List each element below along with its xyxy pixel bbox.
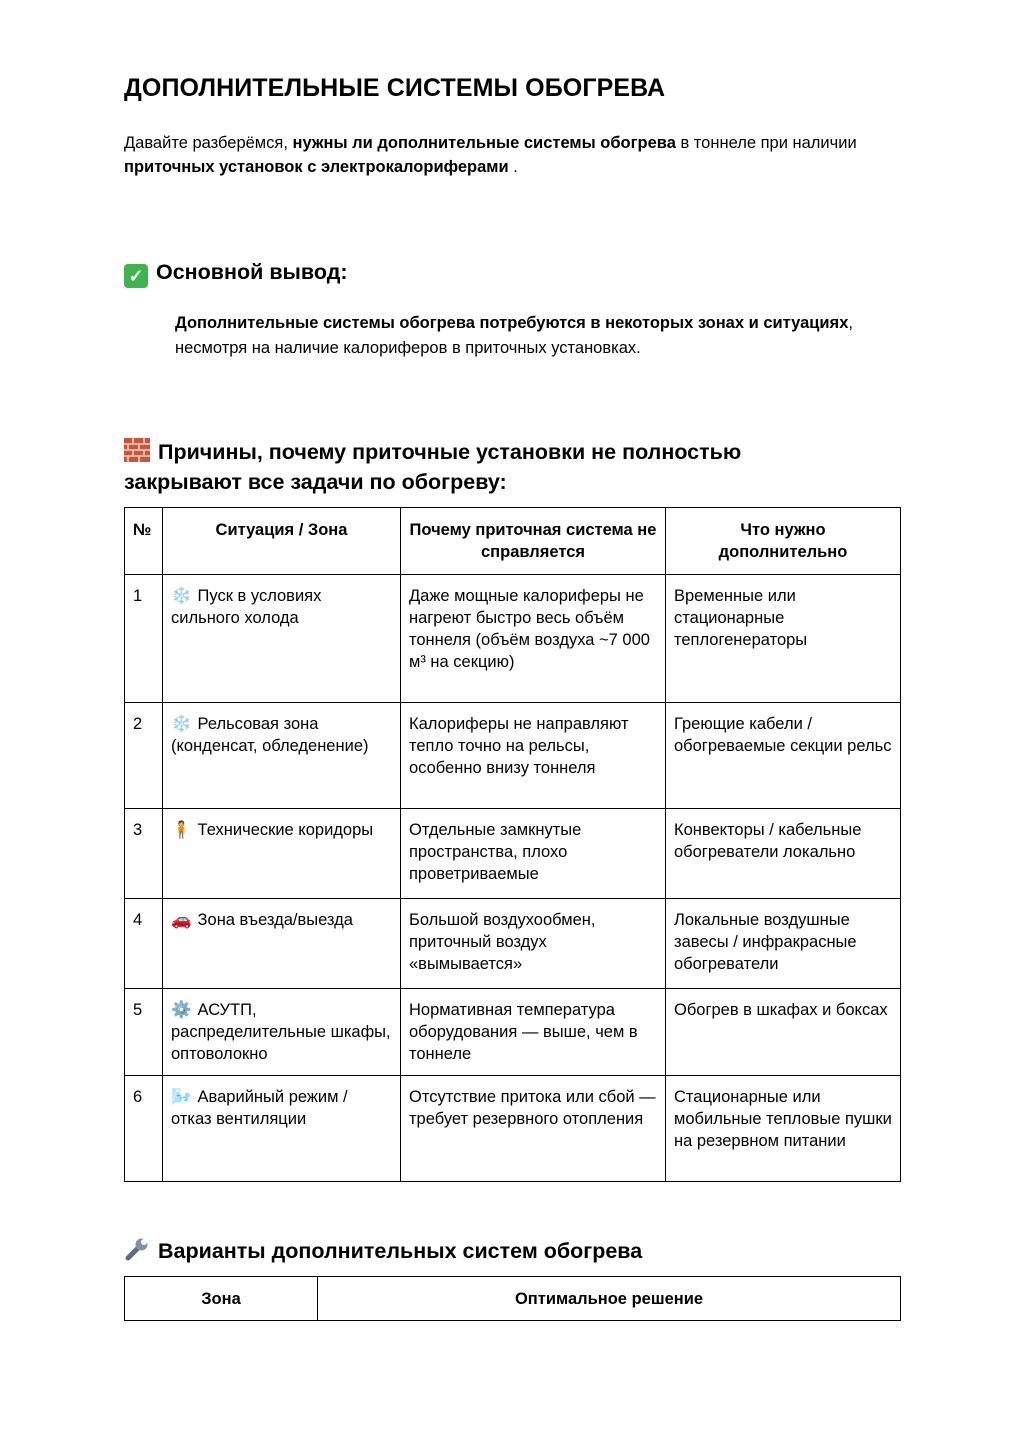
conclusion-heading-text: Основной вывод:	[156, 260, 348, 284]
column-header: Ситуация / Зона	[163, 508, 401, 575]
solution-cell: Стационарные или мобильные тепловые пушки на резервном питании	[666, 1076, 901, 1182]
solution-cell: Греющие кабели / обогреваемые секции рельс	[666, 703, 901, 809]
table-row	[125, 899, 901, 989]
zone-cell	[163, 1076, 401, 1182]
person-icon: 🧍	[171, 820, 192, 839]
table-row	[125, 989, 901, 1076]
table-row	[125, 575, 901, 703]
intro-bold: нужны ли дополнительные системы обогрева	[292, 134, 676, 152]
reason-cell: Отсутствие притока или сбой — требует резервного отопления	[401, 1076, 666, 1182]
zone-text: Аварийный режим / отказ вентиляции	[171, 1088, 348, 1128]
reason-cell: Калориферы не направляют тепло точно на рельсы, особенно внизу тоннеля	[401, 703, 666, 809]
solution-cell: Обогрев в шкафах и боксах	[666, 989, 901, 1076]
intro-text: .	[508, 158, 518, 176]
column-header: Зона	[125, 1277, 318, 1321]
solution-cell: Временные или стационарные теплогенераторы	[666, 575, 901, 703]
zone-text: Зона въезда/выезда	[197, 911, 353, 929]
intro-paragraph	[124, 131, 900, 179]
column-header: Почему приточная система не справляется	[401, 508, 666, 575]
table-header-row	[125, 1277, 901, 1321]
page-title: ДОПОЛНИТЕЛЬНЫЕ СИСТЕМЫ ОБОГРЕВА	[124, 74, 666, 102]
reasons-heading	[124, 437, 844, 497]
solution-cell: Конвекторы / кабельные обогреватели локально	[666, 809, 901, 899]
row-number: 5	[125, 989, 163, 1076]
zone-cell	[163, 703, 401, 809]
row-number: 6	[125, 1076, 163, 1182]
table-row	[125, 809, 901, 899]
zone-text: Пуск в условиях сильного холода	[171, 587, 322, 627]
reason-cell: Нормативная температура оборудования — выше, чем в тоннеле	[401, 989, 666, 1076]
wind-icon: 🌬️	[171, 1087, 192, 1106]
intro-bold: приточных установок с электрокалориферами	[124, 158, 509, 176]
gear-icon: ⚙️	[171, 1000, 192, 1019]
conclusion-bold: Дополнительные системы обогрева потребуются в некоторых зонах и ситуациях	[175, 314, 849, 332]
conclusion-text: , несмотря на наличие калориферов в приточных установках.	[175, 314, 853, 357]
reason-cell: Даже мощные калориферы не нагреют быстро весь объём тоннеля (объём воздуха ~7 000 м³ на секцию)	[401, 575, 666, 703]
row-number: 4	[125, 899, 163, 989]
row-number: 1	[125, 575, 163, 703]
reasons-table	[124, 507, 901, 1182]
row-number: 2	[125, 703, 163, 809]
intro-text: в тоннеле при наличии	[675, 134, 857, 152]
zone-text: Технические коридоры	[197, 821, 374, 839]
zone-cell	[163, 899, 401, 989]
solution-cell: Локальные воздушные завесы / инфракрасные обогреватели	[666, 899, 901, 989]
reason-cell: Большой воздухообмен, приточный воздух «вымывается»	[401, 899, 666, 989]
zone-text: Рельсовая зона (конденсат, обледенение)	[171, 715, 369, 755]
zone-cell	[163, 809, 401, 899]
zone-text: АСУТП, распределительные шкафы, оптоволокно	[171, 1001, 391, 1063]
table-row	[125, 703, 901, 809]
reasons-heading-text: Причины, почему приточные установки не полностью закрывают все задачи по обогреву:	[124, 440, 742, 494]
column-header: Оптимальное решение	[318, 1277, 901, 1321]
intro-text: Давайте разберёмся,	[124, 134, 293, 152]
row-number: 3	[125, 809, 163, 899]
zone-cell	[163, 575, 401, 703]
reason-cell: Отдельные замкнутые пространства, плохо проветриваемые	[401, 809, 666, 899]
options-table	[124, 1276, 901, 1321]
conclusion-paragraph	[175, 311, 865, 361]
conclusion-heading	[124, 257, 348, 288]
snowflake-icon: ❄️	[171, 586, 192, 605]
zone-cell	[163, 989, 401, 1076]
options-heading-text: Варианты дополнительных систем обогрева	[158, 1239, 643, 1263]
table-header-row	[125, 508, 901, 575]
car-icon: 🚗	[171, 910, 192, 929]
column-header: Что нужно дополнительно	[666, 508, 901, 575]
wrench-icon	[124, 1236, 150, 1262]
check-mark-icon: ✓	[124, 264, 148, 288]
brick-icon	[124, 438, 150, 462]
column-header: №	[125, 508, 163, 575]
snowflake-icon: ❄️	[171, 714, 192, 733]
table-row	[125, 1076, 901, 1182]
options-heading	[124, 1236, 642, 1266]
